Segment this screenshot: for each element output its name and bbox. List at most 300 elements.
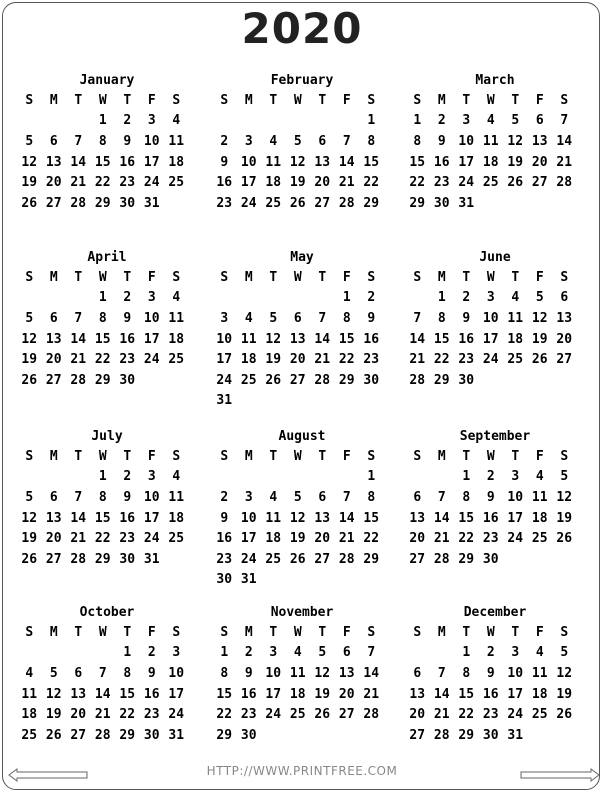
week-row	[405, 370, 577, 391]
day-cell	[503, 193, 528, 214]
day-cell	[261, 288, 286, 309]
day-cell: 6	[318, 133, 327, 149]
day-cell	[212, 288, 237, 309]
month-april	[17, 249, 197, 391]
day-cell: 25	[482, 175, 499, 191]
week-row	[17, 111, 189, 132]
day-cell: 29	[458, 727, 475, 743]
day-cell: 5	[293, 489, 302, 505]
day-cell: 7	[74, 133, 83, 149]
day-cell: 27	[314, 551, 331, 567]
week-row	[405, 663, 577, 684]
weekday-header: T	[318, 624, 327, 640]
day-cell: 5	[269, 310, 278, 326]
day-cell: 14	[70, 510, 87, 526]
day-cell: 31	[216, 393, 233, 409]
day-cell: 18	[240, 352, 257, 368]
day-cell: 9	[220, 154, 229, 170]
day-cell	[310, 288, 335, 309]
website-footer: HTTP://WWW.PRINTFREE.COM	[206, 764, 398, 778]
day-cell: 15	[458, 510, 475, 526]
weekday-header-row	[405, 90, 577, 111]
day-cell: 11	[265, 154, 282, 170]
weekday-header: S	[560, 269, 569, 285]
day-cell: 21	[338, 531, 355, 547]
day-cell: 25	[289, 707, 306, 723]
weekday-header-row	[212, 267, 384, 288]
day-cell: 16	[482, 510, 499, 526]
week-row	[17, 193, 189, 214]
day-cell: 1	[123, 645, 132, 661]
day-cell: 20	[314, 531, 331, 547]
weekday-header: T	[318, 448, 327, 464]
weekday-header: S	[560, 448, 569, 464]
month-december	[405, 604, 585, 746]
day-cell: 22	[216, 707, 233, 723]
day-cell: 30	[433, 195, 450, 211]
day-cell: 9	[462, 310, 471, 326]
day-cell	[17, 643, 42, 664]
day-cell: 3	[147, 469, 156, 485]
week-row	[17, 549, 189, 570]
day-cell: 23	[363, 352, 380, 368]
day-cell: 17	[143, 510, 160, 526]
arrow-right-icon[interactable]	[520, 768, 600, 782]
day-cell: 14	[433, 686, 450, 702]
day-cell: 13	[45, 331, 62, 347]
day-cell: 5	[318, 645, 327, 661]
day-cell: 4	[172, 113, 181, 129]
day-cell: 31	[507, 727, 524, 743]
day-cell: 18	[531, 686, 548, 702]
weekday-header: S	[220, 624, 229, 640]
weekday-header: S	[220, 448, 229, 464]
week-row	[17, 467, 189, 488]
day-cell: 22	[94, 175, 111, 191]
day-cell: 19	[21, 531, 38, 547]
day-cell: 8	[98, 489, 107, 505]
arrow-left-icon[interactable]	[8, 768, 88, 782]
day-cell: 10	[482, 310, 499, 326]
day-cell: 18	[21, 707, 38, 723]
weekday-header: M	[437, 92, 446, 108]
day-cell: 5	[560, 469, 569, 485]
day-cell: 25	[265, 195, 282, 211]
day-cell: 12	[21, 154, 38, 170]
day-cell: 20	[409, 531, 426, 547]
day-cell: 18	[507, 331, 524, 347]
day-cell: 28	[338, 551, 355, 567]
day-cell: 30	[458, 372, 475, 388]
week-row	[212, 487, 384, 508]
day-cell: 16	[119, 510, 136, 526]
weekday-header: T	[74, 624, 83, 640]
day-cell: 17	[240, 175, 257, 191]
day-cell: 3	[511, 469, 520, 485]
day-cell: 19	[289, 175, 306, 191]
weekday-header: M	[49, 269, 58, 285]
day-cell: 19	[265, 352, 282, 368]
day-cell	[552, 193, 577, 214]
day-cell: 1	[413, 113, 422, 129]
day-cell: 18	[168, 510, 185, 526]
day-cell: 7	[74, 489, 83, 505]
weekday-header: S	[220, 269, 229, 285]
day-cell: 7	[560, 113, 569, 129]
week-row	[17, 370, 189, 391]
day-cell	[430, 467, 455, 488]
day-cell	[237, 111, 262, 132]
day-cell: 6	[49, 310, 58, 326]
weekday-header: M	[49, 624, 58, 640]
day-cell: 14	[409, 331, 426, 347]
weekday-header: W	[486, 269, 495, 285]
day-cell: 27	[409, 727, 426, 743]
day-cell	[212, 467, 237, 488]
day-cell: 11	[168, 310, 185, 326]
day-cell	[66, 288, 91, 309]
day-cell	[528, 549, 553, 570]
week-row	[17, 704, 189, 725]
month-grid	[17, 90, 189, 214]
day-cell: 28	[314, 372, 331, 388]
day-cell	[261, 467, 286, 488]
day-cell: 1	[220, 645, 229, 661]
day-cell: 11	[21, 686, 38, 702]
day-cell: 1	[98, 113, 107, 129]
month-june	[405, 249, 585, 391]
day-cell: 16	[240, 686, 257, 702]
day-cell: 12	[21, 331, 38, 347]
day-cell	[528, 725, 553, 746]
day-cell: 14	[556, 133, 573, 149]
day-cell: 19	[556, 510, 573, 526]
weekday-header: S	[413, 624, 422, 640]
day-cell: 30	[363, 372, 380, 388]
weekday-header: M	[244, 624, 253, 640]
day-cell	[503, 549, 528, 570]
day-cell: 14	[314, 331, 331, 347]
day-cell: 22	[458, 707, 475, 723]
day-cell: 7	[98, 665, 107, 681]
day-cell	[359, 570, 384, 591]
day-cell: 22	[94, 531, 111, 547]
day-cell: 31	[458, 195, 475, 211]
day-cell: 9	[123, 133, 132, 149]
weekday-header: M	[437, 448, 446, 464]
day-cell: 13	[556, 310, 573, 326]
day-cell: 6	[49, 133, 58, 149]
day-cell: 10	[507, 489, 524, 505]
day-cell: 5	[560, 645, 569, 661]
day-cell: 6	[49, 489, 58, 505]
week-row	[212, 663, 384, 684]
day-cell: 22	[338, 352, 355, 368]
month-grid	[405, 446, 577, 570]
day-cell: 2	[220, 489, 229, 505]
month-november	[212, 604, 392, 746]
day-cell: 7	[437, 665, 446, 681]
day-cell: 15	[119, 686, 136, 702]
day-cell: 24	[507, 707, 524, 723]
day-cell: 6	[318, 489, 327, 505]
weekday-header: S	[25, 92, 34, 108]
weekday-header: S	[413, 448, 422, 464]
day-cell: 2	[462, 290, 471, 306]
day-cell: 5	[511, 113, 520, 129]
day-cell: 24	[240, 551, 257, 567]
week-row	[212, 528, 384, 549]
day-cell	[359, 391, 384, 412]
weekday-header: F	[342, 624, 351, 640]
day-cell: 6	[342, 645, 351, 661]
month-october	[17, 604, 197, 746]
day-cell: 12	[556, 665, 573, 681]
day-cell: 23	[482, 531, 499, 547]
day-cell	[528, 370, 553, 391]
day-cell: 30	[216, 572, 233, 588]
weekday-header: W	[293, 624, 302, 640]
month-name: September	[459, 429, 531, 444]
day-cell: 6	[413, 665, 422, 681]
weekday-header-row	[212, 90, 384, 111]
day-cell	[286, 725, 311, 746]
month-grid	[17, 267, 189, 391]
day-cell: 1	[462, 469, 471, 485]
weekday-header: T	[462, 92, 471, 108]
weekday-header: M	[244, 269, 253, 285]
day-cell: 12	[265, 331, 282, 347]
day-cell: 3	[147, 290, 156, 306]
weekday-header: W	[486, 448, 495, 464]
day-cell: 24	[458, 175, 475, 191]
day-cell: 5	[25, 489, 34, 505]
day-cell: 4	[172, 469, 181, 485]
weekday-header: M	[244, 92, 253, 108]
week-row	[405, 528, 577, 549]
day-cell: 10	[143, 133, 160, 149]
month-grid	[17, 446, 189, 570]
weekday-header: F	[147, 269, 156, 285]
week-row	[405, 704, 577, 725]
weekday-header: W	[293, 269, 302, 285]
week-row	[405, 725, 577, 746]
day-cell: 7	[437, 489, 446, 505]
day-cell	[335, 391, 360, 412]
week-row	[405, 193, 577, 214]
month-march	[405, 72, 585, 214]
day-cell: 25	[21, 727, 38, 743]
day-cell	[310, 570, 335, 591]
day-cell: 20	[338, 686, 355, 702]
day-cell: 20	[409, 707, 426, 723]
day-cell: 2	[123, 290, 132, 306]
day-cell: 10	[265, 665, 282, 681]
day-cell: 21	[94, 707, 111, 723]
day-cell	[237, 391, 262, 412]
week-row	[212, 549, 384, 570]
weekday-header-row	[212, 622, 384, 643]
day-cell: 26	[314, 707, 331, 723]
day-cell: 28	[363, 707, 380, 723]
day-cell	[405, 288, 430, 309]
day-cell	[42, 643, 67, 664]
weekday-header: T	[123, 624, 132, 640]
weekday-header: S	[367, 624, 376, 640]
day-cell: 16	[119, 331, 136, 347]
weekday-header: M	[244, 448, 253, 464]
day-cell: 30	[240, 727, 257, 743]
week-row	[212, 329, 384, 350]
weekday-header: T	[123, 92, 132, 108]
day-cell	[286, 570, 311, 591]
weekday-header: F	[147, 92, 156, 108]
day-cell: 18	[168, 331, 185, 347]
day-cell: 31	[168, 727, 185, 743]
day-cell: 10	[458, 133, 475, 149]
day-cell	[164, 370, 189, 391]
weekday-header: T	[269, 448, 278, 464]
weekday-header: W	[98, 448, 107, 464]
day-cell: 28	[70, 372, 87, 388]
week-row	[17, 487, 189, 508]
day-cell	[335, 570, 360, 591]
week-row	[212, 467, 384, 488]
week-row	[212, 288, 384, 309]
day-cell: 17	[482, 331, 499, 347]
week-row	[212, 725, 384, 746]
day-cell: 14	[433, 510, 450, 526]
day-cell: 14	[94, 686, 111, 702]
day-cell: 12	[289, 510, 306, 526]
day-cell: 29	[94, 551, 111, 567]
weekday-header: T	[123, 269, 132, 285]
day-cell: 21	[314, 352, 331, 368]
day-cell	[310, 467, 335, 488]
day-cell: 27	[45, 551, 62, 567]
day-cell: 30	[143, 727, 160, 743]
day-cell: 7	[413, 310, 422, 326]
day-cell: 23	[482, 707, 499, 723]
day-cell	[479, 370, 504, 391]
day-cell: 28	[409, 372, 426, 388]
day-cell: 23	[119, 175, 136, 191]
day-cell: 20	[45, 352, 62, 368]
day-cell: 11	[168, 489, 185, 505]
month-name: November	[270, 605, 334, 620]
weekday-header: F	[147, 448, 156, 464]
weekday-header: S	[172, 269, 181, 285]
weekday-header: F	[535, 448, 544, 464]
day-cell: 17	[265, 686, 282, 702]
day-cell: 6	[535, 113, 544, 129]
day-cell: 21	[70, 352, 87, 368]
day-cell	[552, 549, 577, 570]
month-name: July	[91, 429, 123, 444]
day-cell: 3	[244, 489, 253, 505]
day-cell: 27	[289, 372, 306, 388]
day-cell: 18	[482, 154, 499, 170]
day-cell: 27	[45, 195, 62, 211]
day-cell: 21	[556, 154, 573, 170]
day-cell: 16	[482, 686, 499, 702]
day-cell: 6	[293, 310, 302, 326]
day-cell: 8	[367, 489, 376, 505]
week-row	[17, 349, 189, 370]
day-cell: 10	[143, 489, 160, 505]
day-cell: 19	[289, 531, 306, 547]
week-row	[212, 152, 384, 173]
month-september	[405, 428, 585, 570]
day-cell: 28	[433, 727, 450, 743]
weekday-header: T	[318, 269, 327, 285]
day-cell: 29	[458, 551, 475, 567]
day-cell: 3	[244, 133, 253, 149]
week-row	[405, 643, 577, 664]
day-cell: 14	[70, 154, 87, 170]
day-cell: 12	[531, 310, 548, 326]
day-cell	[286, 111, 311, 132]
day-cell: 20	[45, 175, 62, 191]
day-cell: 2	[220, 133, 229, 149]
day-cell: 8	[367, 133, 376, 149]
day-cell: 5	[25, 133, 34, 149]
calendar-year-title: 2020	[241, 4, 363, 53]
day-cell: 1	[342, 290, 351, 306]
week-row	[212, 193, 384, 214]
weekday-header: T	[74, 269, 83, 285]
day-cell: 9	[244, 665, 253, 681]
day-cell: 9	[123, 489, 132, 505]
day-cell	[335, 725, 360, 746]
day-cell: 16	[216, 175, 233, 191]
day-cell: 18	[265, 175, 282, 191]
day-cell: 26	[265, 372, 282, 388]
day-cell: 13	[338, 665, 355, 681]
day-cell: 18	[289, 686, 306, 702]
week-row	[212, 704, 384, 725]
weekday-header: M	[49, 92, 58, 108]
day-cell: 29	[363, 195, 380, 211]
week-row	[405, 111, 577, 132]
day-cell: 11	[531, 665, 548, 681]
day-cell: 19	[21, 175, 38, 191]
day-cell: 20	[289, 352, 306, 368]
day-cell: 29	[216, 727, 233, 743]
day-cell: 9	[147, 665, 156, 681]
day-cell: 23	[119, 352, 136, 368]
day-cell: 15	[458, 686, 475, 702]
day-cell: 31	[143, 195, 160, 211]
day-cell: 1	[462, 645, 471, 661]
week-row	[17, 725, 189, 746]
day-cell: 28	[70, 195, 87, 211]
day-cell: 9	[486, 489, 495, 505]
week-row	[17, 288, 189, 309]
day-cell: 29	[94, 372, 111, 388]
day-cell: 12	[21, 510, 38, 526]
day-cell: 11	[168, 133, 185, 149]
day-cell: 26	[507, 175, 524, 191]
week-row	[17, 329, 189, 350]
day-cell: 25	[240, 372, 257, 388]
day-cell	[17, 467, 42, 488]
day-cell: 1	[367, 469, 376, 485]
day-cell: 9	[367, 310, 376, 326]
weekday-header: T	[269, 269, 278, 285]
month-grid	[405, 267, 577, 391]
day-cell: 4	[244, 310, 253, 326]
